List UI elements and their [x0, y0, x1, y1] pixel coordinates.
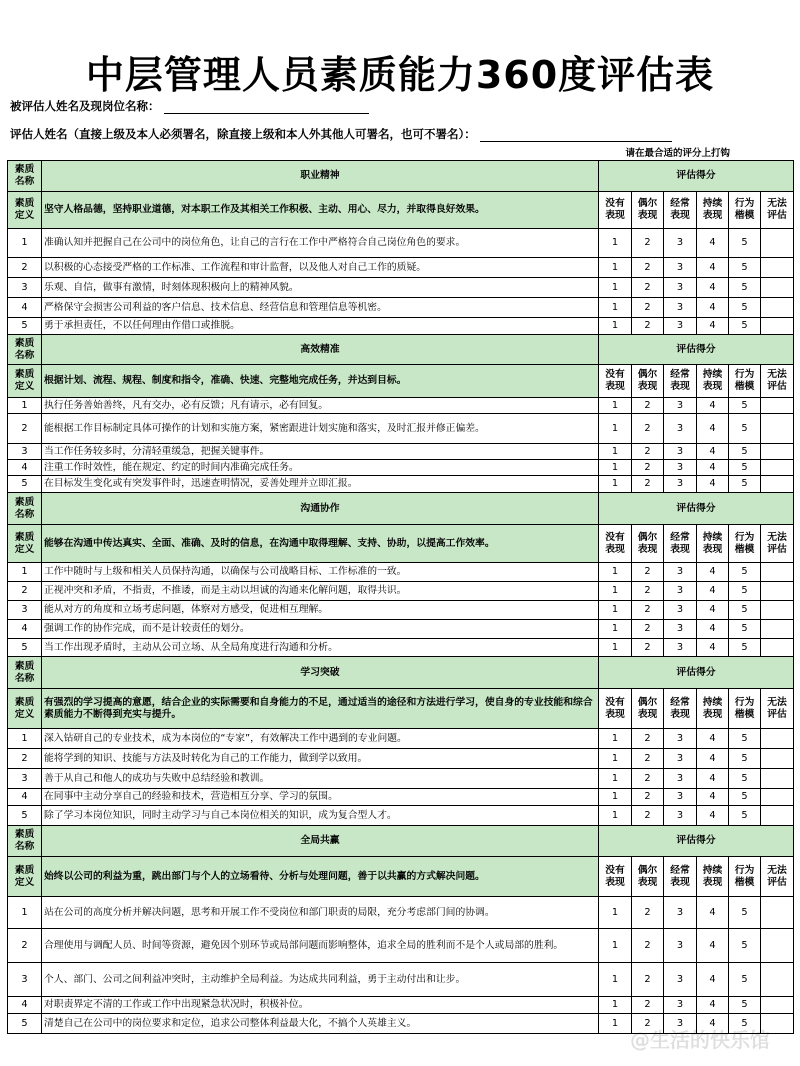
- score-option-label: 经常表现: [664, 525, 697, 563]
- watermark: @生活的快乐馆: [630, 1028, 770, 1052]
- score-cell[interactable]: 3: [664, 749, 697, 769]
- score-cell[interactable]: 2: [632, 1014, 664, 1034]
- score-cell[interactable]: 3: [664, 582, 697, 601]
- score-cell[interactable]: 2: [632, 749, 664, 769]
- score-cell[interactable]: 4: [697, 1014, 729, 1034]
- name-label: 素质名称: [8, 826, 42, 857]
- item-row: [8, 476, 794, 493]
- score-cell[interactable]: 1: [599, 298, 632, 318]
- score-option-label: 持续表现: [697, 857, 729, 897]
- item-number: 5: [8, 806, 42, 826]
- score-cell[interactable]: 3: [664, 639, 697, 657]
- item-text: 能根据工作目标制定具体可操作的计划和实施方案，紧密跟进计划实施和落实，及时汇报并修正偏差。: [42, 414, 599, 444]
- score-cell[interactable]: 2: [632, 620, 664, 639]
- item-row: [8, 806, 794, 826]
- section-header-row: [8, 335, 794, 365]
- item-number: 2: [8, 258, 42, 278]
- score-cell-na[interactable]: [761, 444, 794, 460]
- definition-label: 素质定义: [8, 525, 42, 563]
- score-cell[interactable]: 4: [697, 582, 729, 601]
- item-number: 1: [8, 229, 42, 258]
- score-option-label: 持续表现: [697, 525, 729, 563]
- score-cell[interactable]: 2: [632, 729, 664, 749]
- score-cell-na[interactable]: [761, 769, 794, 789]
- score-cell[interactable]: 1: [599, 749, 632, 769]
- score-cell[interactable]: 3: [664, 620, 697, 639]
- score-cell[interactable]: 4: [697, 414, 729, 444]
- item-row: [8, 789, 794, 806]
- evaluator-label: 评估人姓名（直接上级及本人必须署名，除直接上级和本人外其他人可署名，也可不署名）：: [10, 127, 476, 141]
- score-cell[interactable]: 5: [729, 963, 761, 997]
- item-text: 乐观、自信，做事有激情，时刻体现积极向上的精神风貌。: [42, 278, 599, 298]
- score-option-label: 没有表现: [599, 192, 632, 229]
- score-cell[interactable]: 5: [729, 929, 761, 963]
- score-cell[interactable]: 2: [632, 444, 664, 460]
- item-text: 注重工作时效性，能在规定、约定的时间内准确完成任务。: [42, 460, 599, 476]
- score-header: 评估得分: [599, 657, 794, 689]
- score-cell-na[interactable]: [761, 601, 794, 620]
- item-text: 能从对方的角度和立场考虑问题，体察对方感受，促进相互理解。: [42, 601, 599, 620]
- score-cell[interactable]: 3: [664, 258, 697, 278]
- definition-label: 素质定义: [8, 689, 42, 729]
- score-cell[interactable]: 5: [729, 444, 761, 460]
- score-cell[interactable]: 1: [599, 897, 632, 929]
- score-cell[interactable]: 2: [632, 398, 664, 414]
- score-cell[interactable]: 3: [664, 789, 697, 806]
- definition-row: [8, 192, 794, 229]
- score-cell[interactable]: 2: [632, 963, 664, 997]
- item-text: 清楚自己在公司中的岗位要求和定位，追求公司整体利益最大化，不搞个人英雄主义。: [42, 1014, 599, 1034]
- score-cell[interactable]: 4: [697, 229, 729, 258]
- definition-row: [8, 525, 794, 563]
- item-text: 当工作任务较多时，分清轻重缓急，把握关键事件。: [42, 444, 599, 460]
- section-definition: 有强烈的学习提高的意愿，结合企业的实际需要和自身能力的不足，通过适当的途径和方法进行学习，使自身的专业技能和综合素质能力不断得到充实与提升。: [42, 689, 599, 729]
- score-cell[interactable]: 3: [664, 444, 697, 460]
- score-cell-na[interactable]: [761, 414, 794, 444]
- item-row: [8, 563, 794, 582]
- section-name: 高效精准: [42, 335, 599, 365]
- item-text: 强调工作的协作完成，而不是计较责任的划分。: [42, 620, 599, 639]
- item-row: [8, 278, 794, 298]
- section-header-row: [8, 161, 794, 192]
- score-cell[interactable]: 4: [697, 460, 729, 476]
- item-number: 1: [8, 563, 42, 582]
- score-cell-na[interactable]: [761, 929, 794, 963]
- score-cell[interactable]: 5: [729, 229, 761, 258]
- evaluatee-label: 被评估人姓名及现岗位名称：: [10, 99, 160, 113]
- score-cell[interactable]: 4: [697, 897, 729, 929]
- item-number: 4: [8, 789, 42, 806]
- item-number: 4: [8, 997, 42, 1014]
- item-number: 3: [8, 278, 42, 298]
- score-cell[interactable]: 4: [697, 997, 729, 1014]
- score-option-label: 没有表现: [599, 365, 632, 398]
- item-row: [8, 258, 794, 278]
- score-cell[interactable]: 3: [664, 769, 697, 789]
- score-cell[interactable]: 1: [599, 563, 632, 582]
- item-number: 1: [8, 398, 42, 414]
- score-cell[interactable]: 5: [729, 398, 761, 414]
- section-definition: 始终以公司的利益为重，跳出部门与个人的立场看待、分析与处理问题，善于以共赢的方式解决问题。: [42, 857, 599, 897]
- score-cell[interactable]: 5: [729, 769, 761, 789]
- score-cell[interactable]: 4: [697, 789, 729, 806]
- score-cell[interactable]: 4: [697, 963, 729, 997]
- score-cell[interactable]: 1: [599, 318, 632, 335]
- score-cell[interactable]: 2: [632, 258, 664, 278]
- item-row: [8, 749, 794, 769]
- score-option-label: 偶尔表现: [632, 525, 664, 563]
- item-row: [8, 729, 794, 749]
- score-cell[interactable]: 3: [664, 229, 697, 258]
- score-cell[interactable]: 2: [632, 476, 664, 493]
- item-number: 1: [8, 729, 42, 749]
- score-cell[interactable]: 5: [729, 1014, 761, 1034]
- score-cell[interactable]: 5: [729, 806, 761, 826]
- score-option-label: 经常表现: [664, 192, 697, 229]
- score-option-label: 行为楷模: [729, 857, 761, 897]
- score-cell[interactable]: 5: [729, 414, 761, 444]
- score-option-label: 偶尔表现: [632, 192, 664, 229]
- item-row: [8, 444, 794, 460]
- score-cell[interactable]: 5: [729, 582, 761, 601]
- score-cell[interactable]: 4: [697, 769, 729, 789]
- section-name: 全局共赢: [42, 826, 599, 857]
- score-cell[interactable]: 5: [729, 318, 761, 335]
- score-cell[interactable]: 2: [632, 298, 664, 318]
- section-name: 学习突破: [42, 657, 599, 689]
- section-name: 职业精神: [42, 161, 599, 192]
- score-option-label: 行为楷模: [729, 365, 761, 398]
- item-text: 能将学到的知识、技能与方法及时转化为自己的工作能力，做到学以致用。: [42, 749, 599, 769]
- score-option-label: 偶尔表现: [632, 857, 664, 897]
- item-text: 勇于承担责任，不以任何理由作借口或推脱。: [42, 318, 599, 335]
- score-header: 评估得分: [599, 493, 794, 525]
- score-cell[interactable]: 1: [599, 729, 632, 749]
- score-cell[interactable]: 4: [697, 806, 729, 826]
- score-cell[interactable]: 5: [729, 639, 761, 657]
- section-header-row: [8, 657, 794, 689]
- score-cell[interactable]: 1: [599, 769, 632, 789]
- item-text: 合理使用与调配人员、时间等资源，避免因个别环节或局部问题而影响整体，追求全局的胜利而不是个人或局部的胜利。: [42, 929, 599, 963]
- score-cell-na[interactable]: [761, 806, 794, 826]
- score-cell[interactable]: 3: [664, 929, 697, 963]
- score-cell[interactable]: 5: [729, 476, 761, 493]
- score-cell[interactable]: 3: [664, 563, 697, 582]
- score-cell[interactable]: 5: [729, 601, 761, 620]
- score-cell[interactable]: 3: [664, 298, 697, 318]
- score-cell[interactable]: 3: [664, 460, 697, 476]
- item-number: 4: [8, 620, 42, 639]
- score-option-label: 偶尔表现: [632, 689, 664, 729]
- score-option-label: 行为楷模: [729, 525, 761, 563]
- evaluation-table: [7, 160, 794, 1034]
- score-cell[interactable]: 3: [664, 278, 697, 298]
- section-name: 沟通协作: [42, 493, 599, 525]
- item-row: [8, 620, 794, 639]
- score-cell[interactable]: 3: [664, 806, 697, 826]
- score-header: 评估得分: [599, 826, 794, 857]
- page-title: 中层管理人员素质能力360度评估表: [85, 53, 715, 97]
- section-definition: 能够在沟通中传达真实、全面、准确、及时的信息，在沟通中取得理解、支持、协助，以提高工作效率。: [42, 525, 599, 563]
- score-header: 评估得分: [599, 335, 794, 365]
- item-text: 个人、部门、公司之间利益冲突时，主动维护全局利益。为达成共同利益，勇于主动付出和让步。: [42, 963, 599, 997]
- score-cell[interactable]: 1: [599, 1014, 632, 1034]
- score-cell-na[interactable]: [761, 298, 794, 318]
- score-cell[interactable]: 3: [664, 601, 697, 620]
- score-cell[interactable]: 4: [697, 639, 729, 657]
- score-cell[interactable]: 3: [664, 398, 697, 414]
- name-label: 素质名称: [8, 493, 42, 525]
- item-text: 当工作出现矛盾时，主动从公司立场、从全局角度进行沟通和分析。: [42, 639, 599, 657]
- score-option-label: 无法评估: [761, 192, 794, 229]
- score-cell[interactable]: 3: [664, 1014, 697, 1034]
- score-cell[interactable]: 2: [632, 997, 664, 1014]
- score-cell[interactable]: 2: [632, 318, 664, 335]
- score-option-label: 无法评估: [761, 525, 794, 563]
- score-cell-na[interactable]: [761, 398, 794, 414]
- score-option-label: 行为楷模: [729, 192, 761, 229]
- item-row: [8, 997, 794, 1014]
- score-cell-na[interactable]: [761, 997, 794, 1014]
- item-text: 在同事中主动分享自己的经验和技术，营造相互分享、学习的氛围。: [42, 789, 599, 806]
- item-row: [8, 318, 794, 335]
- evaluatee-line: [10, 98, 369, 114]
- item-row: [8, 963, 794, 997]
- item-number: 3: [8, 769, 42, 789]
- score-cell[interactable]: 5: [729, 789, 761, 806]
- section-header-row: [8, 493, 794, 525]
- score-cell[interactable]: 1: [599, 997, 632, 1014]
- score-cell[interactable]: 3: [664, 963, 697, 997]
- item-number: 3: [8, 963, 42, 997]
- definition-label: 素质定义: [8, 192, 42, 229]
- score-option-label: 持续表现: [697, 689, 729, 729]
- score-cell[interactable]: 1: [599, 620, 632, 639]
- score-option-label: 没有表现: [599, 689, 632, 729]
- item-text: 站在公司的高度分析并解决问题，思考和开展工作不受岗位和部门职责的局限，充分考虑部门间的协调。: [42, 897, 599, 929]
- instruction-note: 请在最合适的评分上打钩: [625, 148, 730, 159]
- score-cell[interactable]: 1: [599, 929, 632, 963]
- score-cell[interactable]: 5: [729, 298, 761, 318]
- item-text: 善于从自己和他人的成功与失败中总结经验和教训。: [42, 769, 599, 789]
- item-row: [8, 897, 794, 929]
- score-cell-na[interactable]: [761, 897, 794, 929]
- section-header-row: [8, 826, 794, 857]
- evaluatee-field[interactable]: [164, 101, 369, 114]
- item-row: [8, 414, 794, 444]
- score-cell[interactable]: 1: [599, 444, 632, 460]
- score-cell[interactable]: 4: [697, 398, 729, 414]
- score-option-label: 无法评估: [761, 689, 794, 729]
- score-option-label: 无法评估: [761, 857, 794, 897]
- item-row: [8, 398, 794, 414]
- score-cell-na[interactable]: [761, 476, 794, 493]
- item-text: 准确认知并把握自己在公司中的岗位角色，让自己的言行在工作中严格符合自己岗位角色的要求。: [42, 229, 599, 258]
- item-row: [8, 582, 794, 601]
- score-option-label: 经常表现: [664, 365, 697, 398]
- item-text: 深入钻研自己的专业技术，成为本岗位的“专家”，有效解决工作中遇到的专业问题。: [42, 729, 599, 749]
- item-row: [8, 769, 794, 789]
- item-number: 5: [8, 639, 42, 657]
- score-cell[interactable]: 2: [632, 414, 664, 444]
- item-number: 4: [8, 298, 42, 318]
- item-row: [8, 929, 794, 963]
- score-cell[interactable]: 1: [599, 278, 632, 298]
- score-option-label: 没有表现: [599, 525, 632, 563]
- score-cell[interactable]: 4: [697, 563, 729, 582]
- score-cell[interactable]: 1: [599, 476, 632, 493]
- score-cell[interactable]: 5: [729, 997, 761, 1014]
- score-option-label: 经常表现: [664, 689, 697, 729]
- score-cell[interactable]: 4: [697, 749, 729, 769]
- score-option-label: 偶尔表现: [632, 365, 664, 398]
- definition-row: [8, 365, 794, 398]
- score-cell[interactable]: 5: [729, 460, 761, 476]
- name-label: 素质名称: [8, 161, 42, 192]
- definition-label: 素质定义: [8, 365, 42, 398]
- score-cell[interactable]: 2: [632, 897, 664, 929]
- score-cell-na[interactable]: [761, 620, 794, 639]
- score-cell[interactable]: 1: [599, 460, 632, 476]
- score-cell-na[interactable]: [761, 318, 794, 335]
- score-cell-na[interactable]: [761, 749, 794, 769]
- score-cell[interactable]: 2: [632, 929, 664, 963]
- score-cell[interactable]: 1: [599, 414, 632, 444]
- section-definition: 根据计划、流程、规程、制度和指令，准确、快速、完整地完成任务，并达到目标。: [42, 365, 599, 398]
- score-cell[interactable]: 5: [729, 897, 761, 929]
- item-number: 4: [8, 460, 42, 476]
- score-cell[interactable]: 4: [697, 444, 729, 460]
- score-cell[interactable]: 4: [697, 601, 729, 620]
- score-cell[interactable]: 4: [697, 258, 729, 278]
- score-cell-na[interactable]: [761, 582, 794, 601]
- score-cell[interactable]: 2: [632, 769, 664, 789]
- item-row: [8, 601, 794, 620]
- item-number: 5: [8, 1014, 42, 1034]
- item-row: [8, 639, 794, 657]
- score-cell[interactable]: 1: [599, 398, 632, 414]
- score-cell-na[interactable]: [761, 729, 794, 749]
- score-cell[interactable]: 1: [599, 789, 632, 806]
- score-cell[interactable]: 1: [599, 806, 632, 826]
- score-cell-na[interactable]: [761, 258, 794, 278]
- score-cell[interactable]: 3: [664, 729, 697, 749]
- name-label: 素质名称: [8, 335, 42, 365]
- score-cell-na[interactable]: [761, 278, 794, 298]
- score-cell[interactable]: 2: [632, 601, 664, 620]
- score-cell[interactable]: 3: [664, 997, 697, 1014]
- definition-label: 素质定义: [8, 857, 42, 897]
- score-header: 评估得分: [599, 161, 794, 192]
- score-option-label: 经常表现: [664, 857, 697, 897]
- score-cell[interactable]: 4: [697, 476, 729, 493]
- score-cell[interactable]: 3: [664, 414, 697, 444]
- score-cell[interactable]: 4: [697, 318, 729, 335]
- item-number: 2: [8, 582, 42, 601]
- item-row: [8, 298, 794, 318]
- score-cell-na[interactable]: [761, 789, 794, 806]
- score-cell-na[interactable]: [761, 639, 794, 657]
- score-cell[interactable]: 4: [697, 278, 729, 298]
- section-definition: 坚守人格品德，坚持职业道德，对本职工作及其相关工作积极、主动、用心、尽力，并取得良好效果。: [42, 192, 599, 229]
- score-cell[interactable]: 2: [632, 278, 664, 298]
- item-number: 5: [8, 318, 42, 335]
- score-cell[interactable]: 5: [729, 563, 761, 582]
- score-cell-na[interactable]: [761, 460, 794, 476]
- definition-row: [8, 689, 794, 729]
- item-text: 严格保守会损害公司利益的客户信息、技术信息、经营信息和管理信息等机密。: [42, 298, 599, 318]
- score-cell[interactable]: 1: [599, 258, 632, 278]
- score-cell[interactable]: 1: [599, 963, 632, 997]
- score-cell[interactable]: 1: [599, 601, 632, 620]
- score-cell[interactable]: 4: [697, 298, 729, 318]
- score-cell[interactable]: 5: [729, 278, 761, 298]
- item-text: 在目标发生变化或有突发事件时，迅速查明情况，妥善处理并立即汇报。: [42, 476, 599, 493]
- score-cell-na[interactable]: [761, 963, 794, 997]
- score-option-label: 行为楷模: [729, 689, 761, 729]
- score-option-label: 无法评估: [761, 365, 794, 398]
- item-number: 2: [8, 929, 42, 963]
- score-cell[interactable]: 2: [632, 789, 664, 806]
- score-cell[interactable]: 4: [697, 929, 729, 963]
- score-cell[interactable]: 3: [664, 476, 697, 493]
- evaluator-field[interactable]: [480, 129, 672, 142]
- evaluator-line: [10, 126, 672, 142]
- score-cell[interactable]: 1: [599, 582, 632, 601]
- item-text: 执行任务善始善终，凡有交办，必有反馈；凡有请示，必有回复。: [42, 398, 599, 414]
- score-cell[interactable]: 5: [729, 258, 761, 278]
- name-label: 素质名称: [8, 657, 42, 689]
- item-row: [8, 460, 794, 476]
- item-number: 5: [8, 476, 42, 493]
- item-text: 工作中随时与上级和相关人员保持沟通，以确保与公司战略目标、工作标准的一致。: [42, 563, 599, 582]
- score-cell[interactable]: 2: [632, 582, 664, 601]
- score-cell[interactable]: 4: [697, 620, 729, 639]
- item-number: 2: [8, 749, 42, 769]
- score-option-label: 持续表现: [697, 192, 729, 229]
- score-cell[interactable]: 2: [632, 460, 664, 476]
- score-option-label: 持续表现: [697, 365, 729, 398]
- score-cell[interactable]: 5: [729, 620, 761, 639]
- item-row: [8, 229, 794, 258]
- score-cell-na[interactable]: [761, 229, 794, 258]
- definition-row: [8, 857, 794, 897]
- score-cell[interactable]: 3: [664, 318, 697, 335]
- item-number: 1: [8, 897, 42, 929]
- score-cell[interactable]: 5: [729, 749, 761, 769]
- score-cell[interactable]: 1: [599, 229, 632, 258]
- score-cell[interactable]: 3: [664, 897, 697, 929]
- item-number: 3: [8, 601, 42, 620]
- item-text: 以积极的心态接受严格的工作标准、工作流程和审计监督，以及他人对自己工作的质疑。: [42, 258, 599, 278]
- score-cell[interactable]: 1: [599, 639, 632, 657]
- score-cell[interactable]: 5: [729, 729, 761, 749]
- item-number: 2: [8, 414, 42, 444]
- item-text: 正视冲突和矛盾，不指责，不推诿，而是主动以坦诚的沟通来化解问题，取得共识。: [42, 582, 599, 601]
- score-cell[interactable]: 2: [632, 639, 664, 657]
- score-cell[interactable]: 2: [632, 229, 664, 258]
- item-number: 3: [8, 444, 42, 460]
- score-cell[interactable]: 2: [632, 563, 664, 582]
- item-text: 对职责界定不清的工作或工作中出现紧急状况时，积极补位。: [42, 997, 599, 1014]
- score-cell[interactable]: 2: [632, 806, 664, 826]
- score-option-label: 没有表现: [599, 857, 632, 897]
- score-cell[interactable]: 4: [697, 729, 729, 749]
- score-cell-na[interactable]: [761, 563, 794, 582]
- item-text: 除了学习本岗位知识，同时主动学习与自己本岗位相关的知识，成为复合型人才。: [42, 806, 599, 826]
